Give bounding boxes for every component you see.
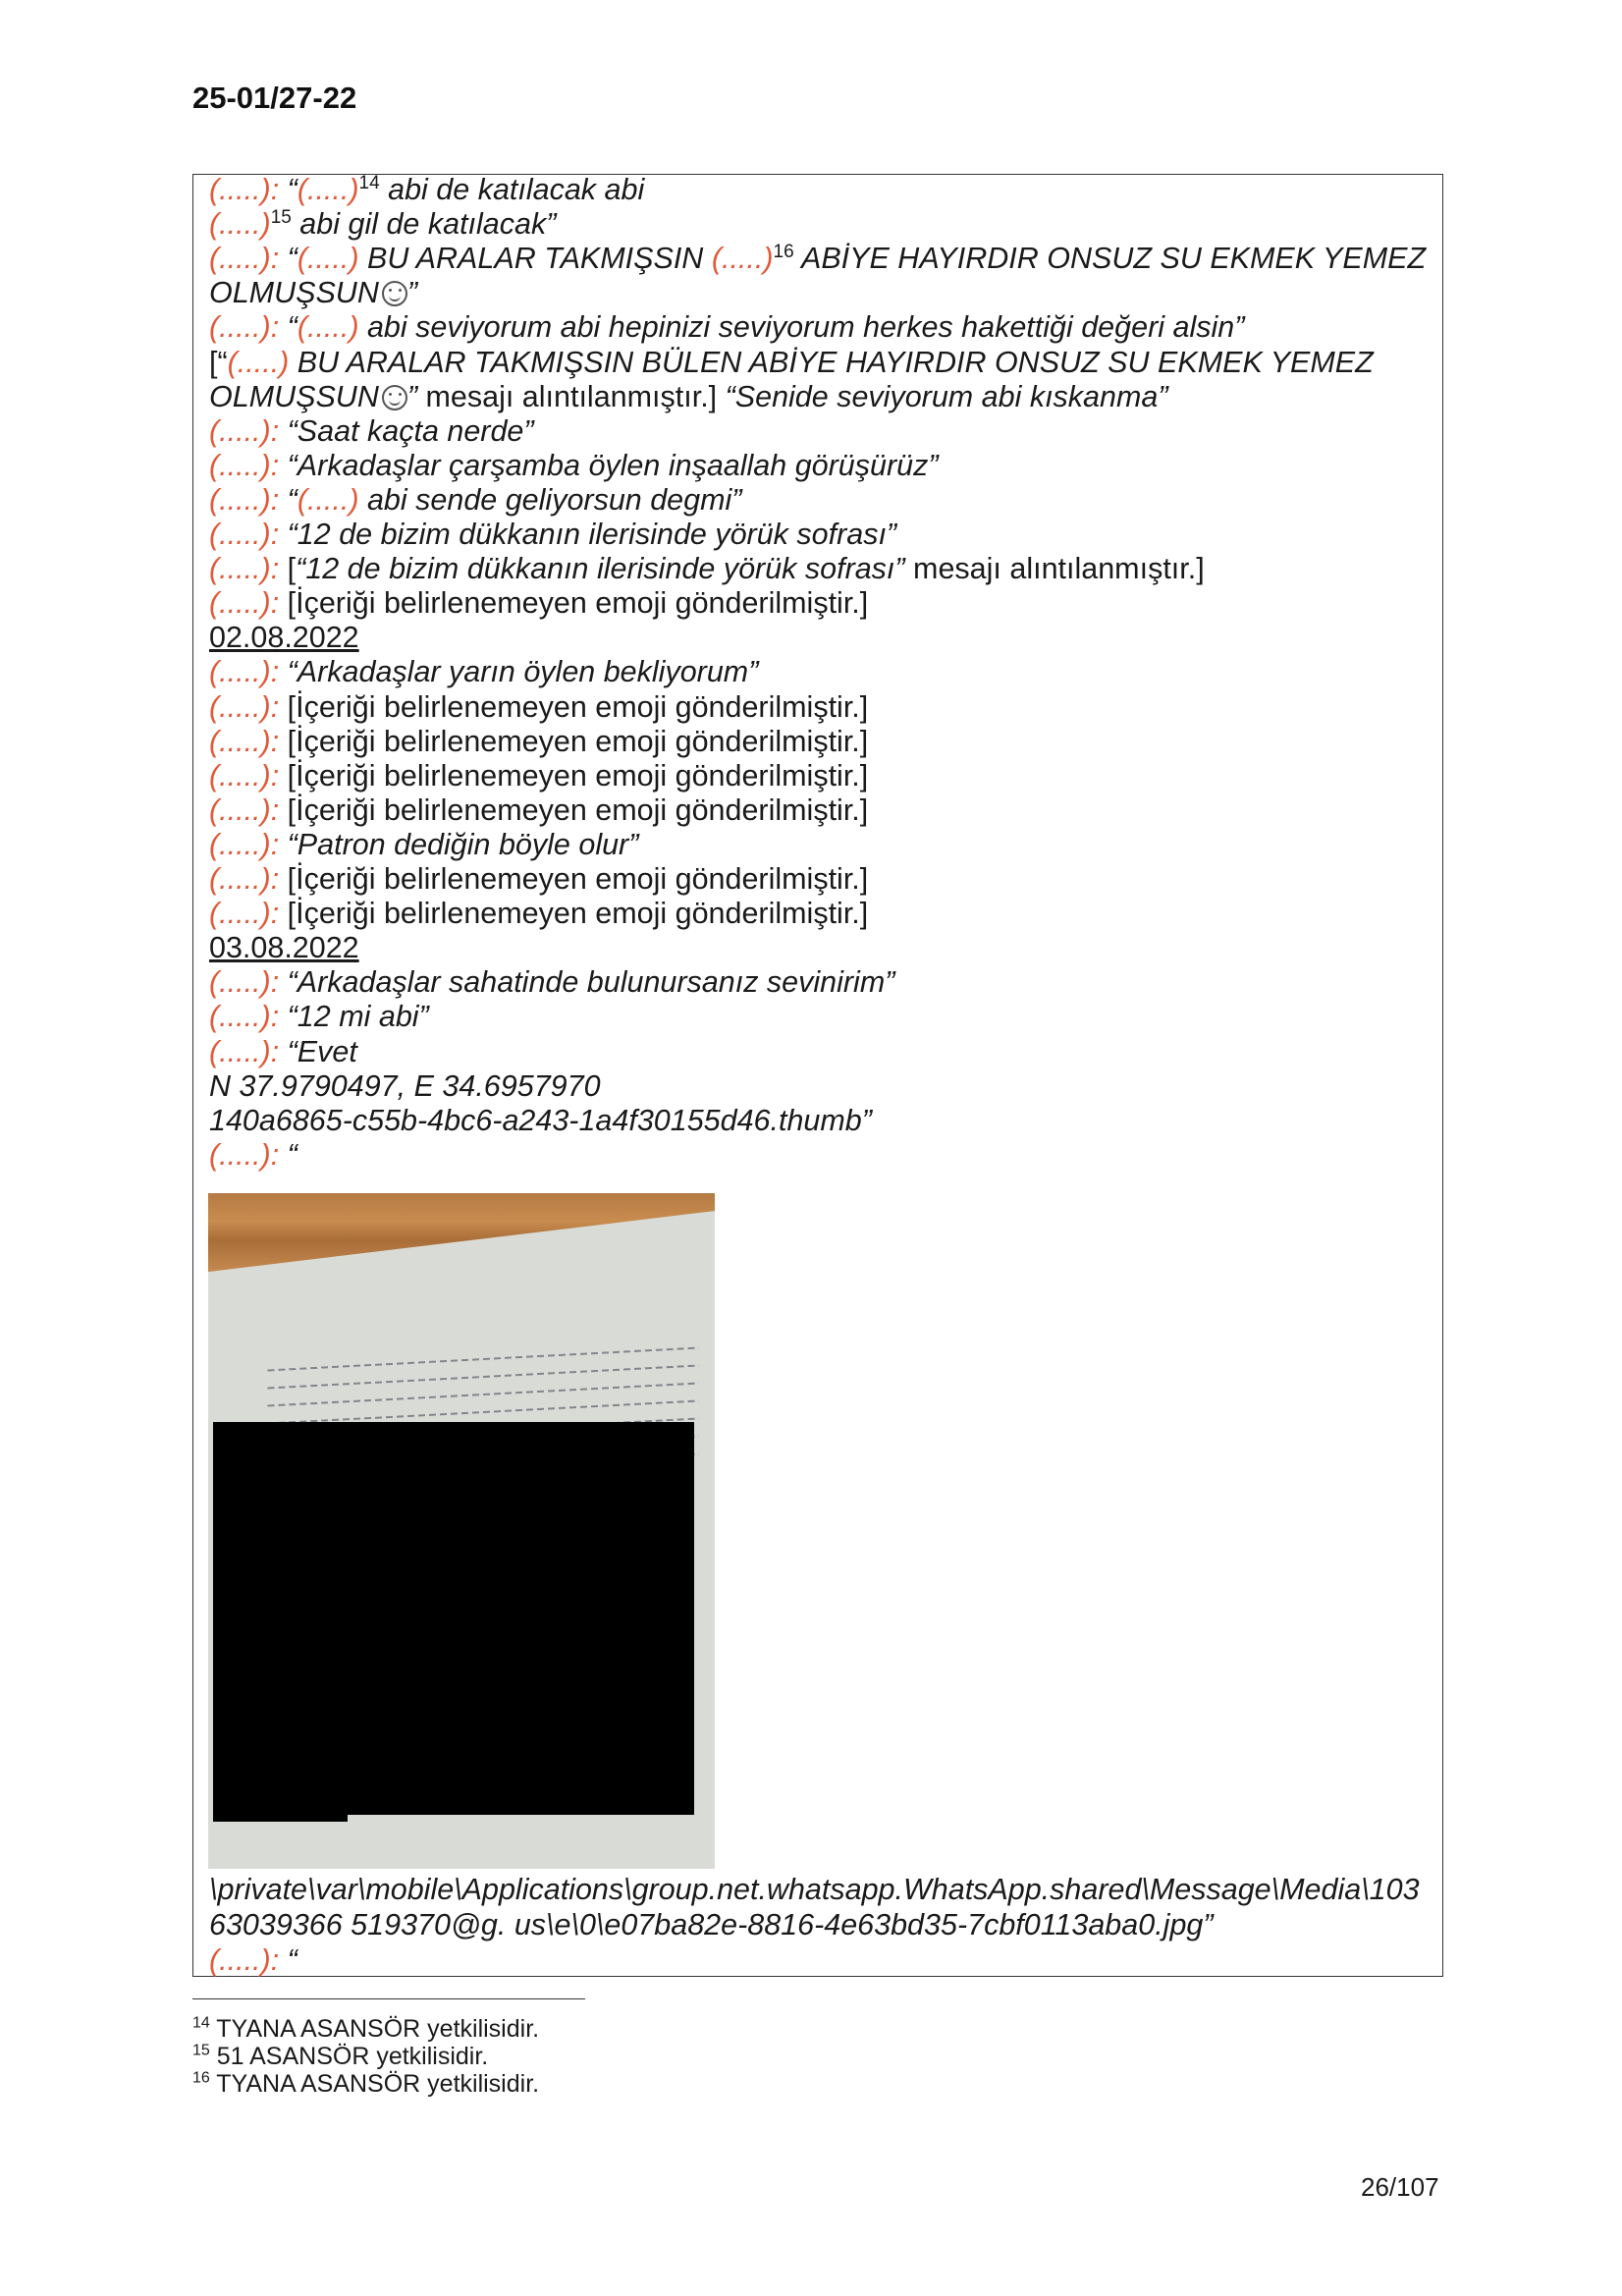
message-line <box>209 896 868 931</box>
message-line <box>209 689 868 725</box>
bracket: [ <box>287 552 297 586</box>
redacted-handwritten-note-photo <box>208 1193 715 1869</box>
colon: : <box>270 689 288 724</box>
colon: : <box>270 518 288 551</box>
message-text: BU ARALAR TAKMIŞSIN BÜLEN ABİYE HAYIRDIR ONSUZ SU EKMEK YEMEZ <box>289 345 1374 379</box>
page-number: 26/107 <box>1361 2172 1439 2202</box>
redaction-strip <box>213 1812 348 1822</box>
message-line <box>209 999 429 1034</box>
message-text: “12 de bizim dükkanın ilerisinde yörük sofrası” <box>287 518 897 551</box>
masked-sender: (.....) <box>209 173 271 206</box>
masked-sender: (.....) <box>209 965 271 1000</box>
message-line <box>209 654 758 689</box>
masked-sender: (.....) <box>209 1000 271 1034</box>
message-line <box>209 861 868 897</box>
quote-mark: “ <box>287 1943 297 1977</box>
footnote-16: $^{16}$ TYANA ASANSÖR yetkilisidir. <box>192 2069 540 2098</box>
message-line <box>209 585 868 621</box>
footnote-ref: 15 <box>270 206 292 228</box>
colon: : <box>270 482 288 517</box>
masked-sender: (.....) <box>209 552 271 586</box>
colon: : <box>270 552 288 586</box>
note-text: [İçeriği belirlenemeyen emoji gönderilmiştir.] <box>287 758 869 793</box>
message-text: abi sende geliyorsun degmi” <box>358 482 742 517</box>
masked-sender: (.....) <box>209 413 271 448</box>
colon: : <box>270 1034 288 1068</box>
footnote-divider <box>192 1998 585 1999</box>
message-line <box>209 517 896 552</box>
date-text: 03.08.2022 <box>209 931 359 965</box>
message-text: “Senide seviyorum abi kıskanma” <box>725 379 1168 413</box>
media-path-line-2: 63039366 519370@g. us\e\0\e07ba82e-8816-4e63bd35-7cbf0113aba0.jpg” <box>209 1908 1214 1941</box>
masked-sender: (.....) <box>209 827 271 861</box>
quote-mark: “ <box>287 242 297 276</box>
quote-mark: “ <box>287 482 297 517</box>
message-line <box>209 413 534 449</box>
message-line <box>209 551 1205 586</box>
colon: : <box>270 793 288 827</box>
message-line <box>209 1034 357 1069</box>
smiley-emoji-icon <box>382 385 407 410</box>
message-line <box>209 345 1374 380</box>
message-text: OLMUŞSUN <box>209 379 379 413</box>
quote-mark: “ <box>287 173 297 206</box>
quote-mark: “ <box>287 1137 297 1172</box>
footnote-15: $^{15}$ 51 ASANSÖR yetkilisidir. <box>192 2042 489 2070</box>
message-line <box>209 964 894 1000</box>
masked-name: (.....) <box>209 207 271 242</box>
message-line <box>209 241 1426 276</box>
note-text: mesajı alıntılanmıştır.] <box>904 552 1205 586</box>
message-text: “Arkadaşlar sahatinde bulunursanız sevinirim” <box>287 965 895 1000</box>
masked-sender: (.....) <box>209 310 271 345</box>
footnote-ref: 16 <box>773 242 794 263</box>
masked-name: (.....) <box>297 310 359 345</box>
footnote-14: $^{14}$ TYANA ASANSÖR yetkilisidir. <box>192 2014 540 2043</box>
redaction-block <box>213 1422 694 1815</box>
message-line <box>209 1103 872 1138</box>
masked-sender: (.....) <box>209 793 271 827</box>
message-line <box>209 724 868 759</box>
note-text: [İçeriği belirlenemeyen emoji gönderilmiştir.] <box>287 724 869 758</box>
masked-sender: (.....) <box>209 724 271 758</box>
masked-sender: (.....) <box>209 1943 271 1977</box>
colon: : <box>270 413 288 448</box>
message-text: ABİYE HAYIRDIR ONSUZ SU EKMEK YEMEZ <box>793 242 1427 276</box>
message-line <box>209 309 1244 345</box>
message-text: “Arkadaşlar çarşamba öylen inşaallah görüşürüz” <box>287 448 939 482</box>
message-line <box>209 793 868 828</box>
bracket: [“ <box>209 345 228 379</box>
message-text: “12 mi abi” <box>287 1000 429 1034</box>
quote-mark: ” <box>406 276 418 310</box>
document-number: 25-01/27-22 <box>192 81 357 115</box>
colon: : <box>270 758 288 793</box>
message-line <box>209 275 417 310</box>
masked-sender: (.....) <box>209 758 271 793</box>
masked-sender: (.....) <box>209 518 271 551</box>
message-line <box>209 448 938 483</box>
message-text: abi seviyorum abi hepinizi seviyorum herkes hakettiği değeri alsin” <box>358 310 1245 345</box>
quote-mark: ” <box>406 379 418 413</box>
message-text: BU ARALAR TAKMIŞSIN <box>358 242 712 276</box>
masked-name: (.....) <box>297 242 359 276</box>
message-text: abi gil de katılacak” <box>291 207 557 242</box>
message-text: 140a6865-c55b-4bc6-a243-1a4f30155d46.thumb” <box>209 1103 872 1137</box>
masked-sender: (.....) <box>209 242 271 276</box>
footnote-ref: 14 <box>358 172 380 193</box>
message-line <box>209 172 644 207</box>
colon: : <box>270 242 288 276</box>
message-text: “Arkadaşlar yarın öylen bekliyorum” <box>287 655 759 689</box>
media-path-line-1: \private\var\mobile\Applications\group.net.whatsapp.WhatsApp.shared\Message\Media\103 <box>209 1873 1420 1906</box>
message-text: OLMUŞSUN <box>209 276 379 310</box>
colon: : <box>270 1943 288 1977</box>
message-line <box>209 758 868 793</box>
note-text: mesajı alıntılanmıştır.] <box>417 379 726 413</box>
masked-name: (.....) <box>297 173 359 206</box>
masked-sender: (.....) <box>209 1034 271 1068</box>
message-text: “Saat kaçta nerde” <box>287 413 534 448</box>
date-text: 02.08.2022 <box>209 621 359 655</box>
note-text: [İçeriği belirlenemeyen emoji gönderilmiştir.] <box>287 862 869 896</box>
note-text: [İçeriği belirlenemeyen emoji gönderilmiştir.] <box>287 689 869 724</box>
note-text: [İçeriği belirlenemeyen emoji gönderilmiştir.] <box>287 793 869 827</box>
masked-name: (.....) <box>297 482 359 517</box>
quote-mark: “ <box>287 310 297 345</box>
message-text: N 37.9790497, E 34.6957970 <box>209 1068 601 1103</box>
note-text: [İçeriği belirlenemeyen emoji gönderilmiştir.] <box>287 897 869 931</box>
message-line <box>209 482 741 518</box>
message-text: abi de katılacak abi <box>379 173 645 206</box>
colon: : <box>270 897 288 931</box>
colon: : <box>270 173 288 206</box>
masked-name: (.....) <box>711 242 774 276</box>
message-line <box>209 827 638 862</box>
message-line <box>209 379 1168 414</box>
colon: : <box>270 655 288 689</box>
colon: : <box>270 586 288 621</box>
colon: : <box>270 1000 288 1034</box>
message-text: “Evet <box>287 1034 357 1068</box>
message-text: “12 de bizim dükkanın ilerisinde yörük sofrası” <box>296 552 905 586</box>
colon: : <box>270 827 288 861</box>
message-line <box>209 1137 297 1173</box>
colon: : <box>270 965 288 1000</box>
note-text: [İçeriği belirlenemeyen emoji gönderilmiştir.] <box>287 586 869 621</box>
masked-sender: (.....) <box>209 897 271 931</box>
smiley-emoji-icon <box>382 281 407 306</box>
masked-sender: (.....) <box>209 482 271 517</box>
masked-sender: (.....) <box>209 862 271 896</box>
masked-sender: (.....) <box>209 689 271 724</box>
message-text: “Patron dediğin böyle olur” <box>287 827 639 861</box>
masked-name: (.....) <box>227 345 290 379</box>
colon: : <box>270 1137 288 1172</box>
colon: : <box>270 310 288 345</box>
masked-sender: (.....) <box>209 448 271 482</box>
date-heading <box>209 930 359 965</box>
colon: : <box>270 862 288 896</box>
masked-sender: (.....) <box>209 655 271 689</box>
colon: : <box>270 724 288 758</box>
colon: : <box>270 448 288 482</box>
last-message-line <box>209 1942 297 1978</box>
masked-sender: (.....) <box>209 1137 271 1172</box>
masked-sender: (.....) <box>209 586 271 621</box>
date-heading <box>209 620 359 655</box>
message-line <box>209 1068 601 1104</box>
message-line <box>209 206 556 242</box>
